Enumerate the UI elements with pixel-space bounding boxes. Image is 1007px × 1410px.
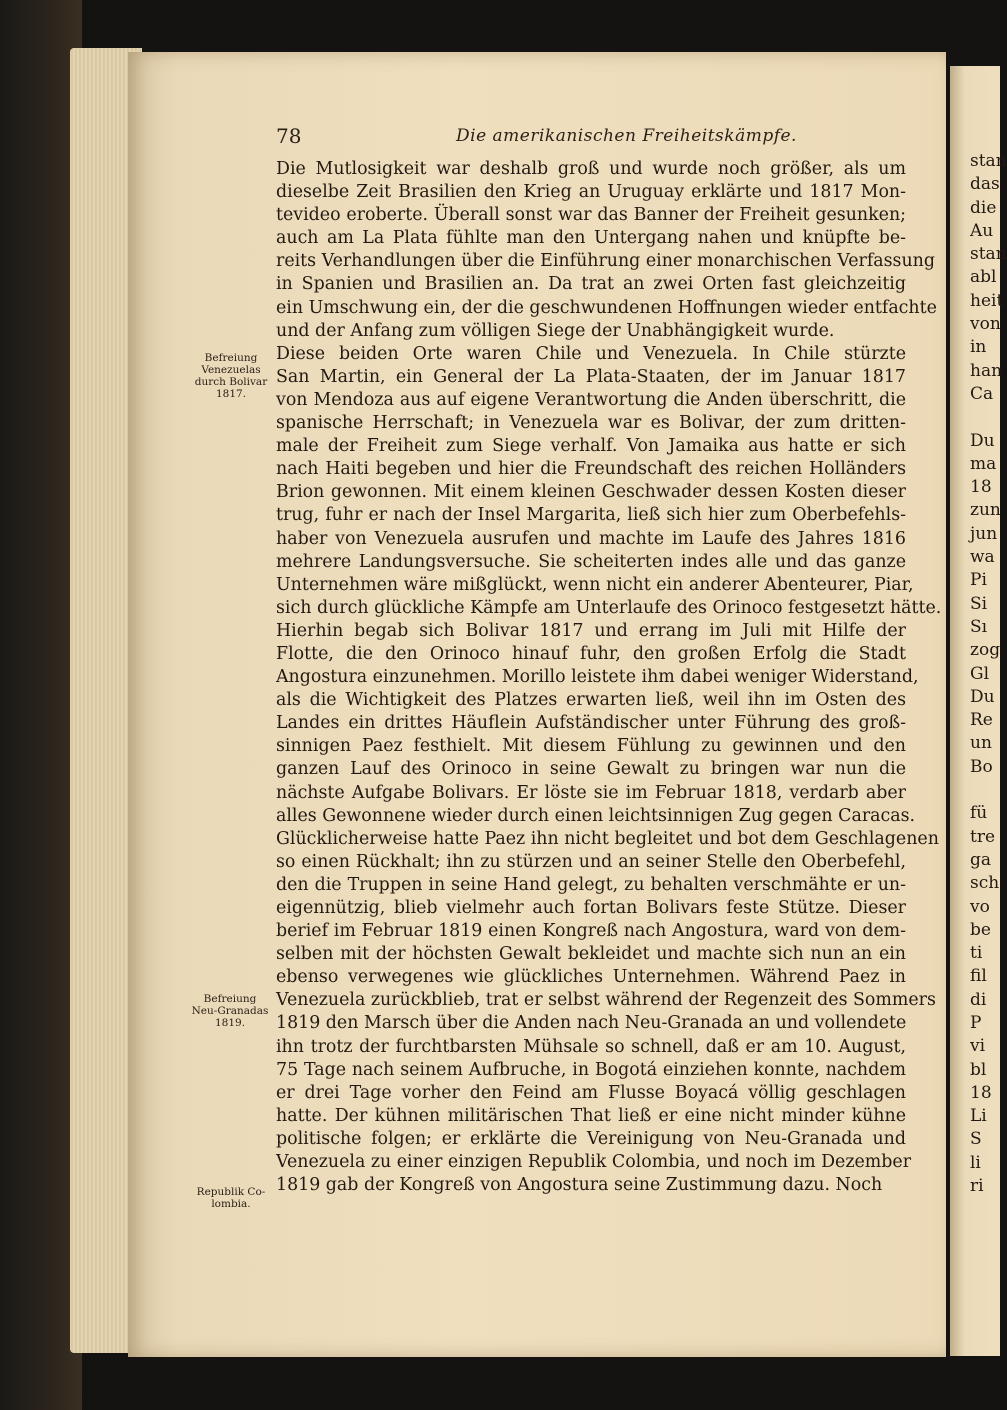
text-line: 1819 gab der Kongreß von Angostura seine Zustimmung dazu. Noch: [276, 1175, 883, 1196]
facing-page-fragment: 18: [970, 1082, 992, 1103]
text-line: dieselbe Zeit Brasilien den Krieg an Uruguay erklärte und 1817 Mon-: [276, 182, 906, 203]
facing-page-fragment: ma: [970, 453, 997, 474]
facing-page-fragment: Re: [970, 710, 993, 731]
margin-note-venezuela: [186, 352, 276, 400]
facing-page-fragment: Du: [970, 430, 995, 451]
text-line: mehrere Landungsversuche. Sie scheiterten indes alle und das ganze: [276, 551, 906, 572]
facing-page-fragment: ri: [970, 1176, 984, 1197]
text-line: politische folgen; er erklärte die Vereinigung von Neu-Granada und: [276, 1128, 906, 1149]
page-number: 78: [276, 124, 302, 148]
facing-page-fragment: ga: [970, 849, 992, 870]
text-line: in Spanien und Brasilien an. Da trat an zwei Orten fast gleichzeitig: [276, 274, 906, 295]
text-line: hatte. Der kühnen militärischen That ließ er eine nicht minder kühne: [276, 1105, 906, 1126]
facing-page-fragment: Du: [970, 686, 995, 707]
facing-page-fragment: un: [970, 733, 992, 754]
text-line: 75 Tage nach seinem Aufbruche, in Bogotá einziehen konnte, nachdem: [276, 1059, 906, 1080]
facing-page-fragment: in: [970, 337, 987, 358]
text-line: ebenso verwegenes wie glückliches Unternehmen. Während Paez in: [276, 967, 906, 988]
margin-note-line: lombia.: [211, 1198, 251, 1210]
margin-note-line: 1817.: [215, 388, 247, 400]
facing-page-fragment: tre: [970, 826, 996, 847]
margin-note-colombia: [186, 1186, 276, 1210]
margin-note-line: Neu-Granadas: [191, 1005, 269, 1017]
facing-page-fragment: Ca: [970, 383, 994, 404]
facing-page-fragment: bl: [970, 1059, 987, 1080]
text-line: alles Gewonnene wieder durch einen leichtsinnigen Zug gegen Caracas.: [276, 805, 916, 826]
text-line: 1819 den Marsch über die Anden nach Neu-Granada an und vollendete: [276, 1013, 907, 1034]
margin-note-line: 1819.: [214, 1017, 246, 1029]
facing-page-text-fragments: [970, 150, 1007, 1198]
text-line: so einen Rückhalt; ihn zu stürzen und an seiner Stelle den Oberbefehl,: [276, 851, 906, 872]
facing-page-fragment: Sı: [970, 616, 988, 637]
facing-page-fragment: sch: [970, 873, 1000, 894]
text-line: haber von Venezuela ausrufen und machte im Laufe des Jahres 1816: [276, 528, 906, 549]
text-line: sinnigen Paez festhielt. Mit diesem Fühlung zu gewinnen und den: [276, 736, 906, 757]
facing-page-fragment: fü: [970, 803, 988, 824]
running-title: Die amerikanischen Freiheitskämpfe.: [456, 126, 797, 146]
facing-page-fragment: Si: [970, 593, 988, 614]
text-line: reits Verhandlungen über die Einführung einer monarchischen Verfassung: [276, 251, 936, 272]
margin-note-line: Befreiung: [204, 352, 258, 364]
margin-note-line: Republik Co-: [196, 1186, 266, 1198]
text-line: sich durch glückliche Kämpfe am Unterlaufe des Orinoco festgesetzt hätte.: [276, 597, 942, 618]
facing-page-fragment: Au: [970, 220, 994, 241]
text-line: Flotte, die den Orinoco hinauf fuhr, den großen Erfolg die Stadt: [276, 643, 906, 664]
facing-page-fragment: wa: [970, 547, 995, 568]
text-line: von Mendoza aus auf eigene Verantwortung die Anden überschritt, die: [276, 389, 906, 410]
text-line: Hierhin begab sich Bolivar 1817 und errang im Juli mit Hilfe der: [276, 620, 906, 641]
facing-page-fragment: han: [970, 360, 1003, 381]
text-line: ein Umschwung ein, der die geschwundenen Hoffnungen wieder entfachte: [276, 297, 937, 318]
text-line: Die Mutlosigkeit war deshalb groß und wurde noch größer, als um: [276, 159, 906, 179]
text-line: eigennützig, blieb vielmehr auch fortan Bolivars feste Stütze. Dieser: [276, 898, 906, 918]
facing-page-fragment: be: [970, 919, 991, 940]
text-line: spanische Herrschaft; in Venezuela war es Bolivar, der zum dritten-: [276, 413, 906, 434]
margin-note-neu-granada: [184, 993, 276, 1029]
facing-page-fragment: stan: [970, 244, 1007, 265]
facing-page-fragment: von: [970, 314, 1001, 335]
margin-note-line: Venezuelas: [201, 364, 261, 376]
text-line: Unternehmen wäre mißglückt, wenn nicht ein anderer Abenteurer, Piar,: [276, 574, 914, 595]
facing-page-fragment: jun: [970, 523, 998, 544]
facing-page-fragment: zog: [970, 640, 1001, 661]
facing-page-fragment: Gl: [970, 663, 990, 684]
facing-page-fragment: di: [970, 989, 987, 1010]
text-line: berief im Februar 1819 einen Kongreß nach Angostura, ward von dem-: [276, 921, 906, 942]
text-line: Landes ein drittes Häuflein Aufständischer unter Führung des groß-: [276, 713, 906, 734]
page-header: [276, 124, 906, 150]
facing-page-fragment: S: [970, 1129, 982, 1150]
facing-page-fragment: stan: [970, 151, 1007, 171]
facing-page-fragment: vo: [970, 896, 990, 917]
text-line: Brion gewonnen. Mit einem kleinen Geschwader dessen Kosten dieser: [276, 482, 906, 503]
margin-note-line: Befreiung: [203, 993, 257, 1005]
facing-page-fragment: li: [970, 1152, 981, 1173]
text-line: trug, fuhr er nach der Insel Margarita, ließ sich hier zum Oberbefehls-: [276, 505, 906, 526]
text-line: Venezuela zurückblieb, trat er selbst während der Regenzeit des Sommers: [276, 990, 936, 1011]
facing-page-fragment: 18: [970, 477, 992, 498]
text-line: male der Freiheit zum Siege verhalf. Von Jamaika aus hatte er sich: [276, 436, 906, 457]
facing-page-fragment: Bo: [970, 756, 993, 777]
body-text: [276, 158, 942, 1197]
text-line: selben mit der höchsten Gewalt bekleidet und machte sich nun an ein: [276, 944, 906, 965]
text-line: auch am La Plata fühlte man den Untergang nahen und knüpfte be-: [276, 228, 906, 249]
text-line: nächste Aufgabe Bolivars. Er löste sie im Februar 1818, verdarb aber: [276, 782, 906, 803]
text-line: Venezuela zu einer einzigen Republik Colombia, und noch im Dezember: [276, 1152, 912, 1173]
facing-page-fragment: [970, 779, 1000, 802]
margin-note-line: durch Bolivar: [194, 376, 268, 388]
text-line: nach Haiti begeben und hier die Freundschaft des reichen Holländers: [276, 459, 906, 480]
facing-page-fragment: ti: [970, 943, 983, 964]
facing-page-fragment: fil: [970, 966, 987, 987]
text-line: er drei Tage vorher den Feind am Flusse Boyacá völlig geschlagen: [276, 1082, 906, 1103]
text-line: ihn trotz der furchtbarsten Mühsale so schnell, daß er am 10. August,: [276, 1036, 906, 1057]
facing-page-fragment: vi: [970, 1036, 986, 1057]
text-line: als die Wichtigkeit des Platzes erwarten ließ, weil ihn im Osten des: [276, 690, 906, 711]
text-line: Angostura einzunehmen. Morillo leistete ihm dabei weniger Widerstand,: [276, 667, 919, 688]
text-line: Glücklicherweise hatte Paez ihn nicht begleitet und bot dem Geschlagenen: [276, 828, 939, 849]
facing-page-fragment: [970, 406, 1000, 429]
text-line: Diese beiden Orte waren Chile und Venezuela. In Chile stürzte: [276, 343, 906, 364]
facing-page-fragment: heit: [970, 290, 1004, 311]
facing-page-fragment: abl: [970, 267, 997, 288]
text-line: San Martin, ein General der La Plata-Staaten, der im Januar 1817: [276, 366, 906, 387]
text-line: tevideo eroberte. Überall sonst war das Banner der Freiheit gesunken;: [276, 205, 906, 226]
facing-page-fragment: Li: [970, 1106, 987, 1127]
facing-page-fragment: das: [970, 174, 1000, 195]
facing-page-fragment: P: [970, 1012, 982, 1033]
text-line: und der Anfang zum völligen Siege der Unabhängigkeit wurde.: [276, 320, 835, 341]
text-line: ganzen Lauf des Orinoco in seine Gewalt zu bringen war nun die: [276, 759, 906, 780]
facing-page-fragment: die: [970, 197, 997, 218]
facing-page-fragment: Pi: [970, 570, 987, 591]
facing-page-fragment: zun: [970, 500, 1001, 521]
text-line: den die Truppen in seine Hand gelegt, zu behalten verschmähte er un-: [276, 874, 906, 895]
